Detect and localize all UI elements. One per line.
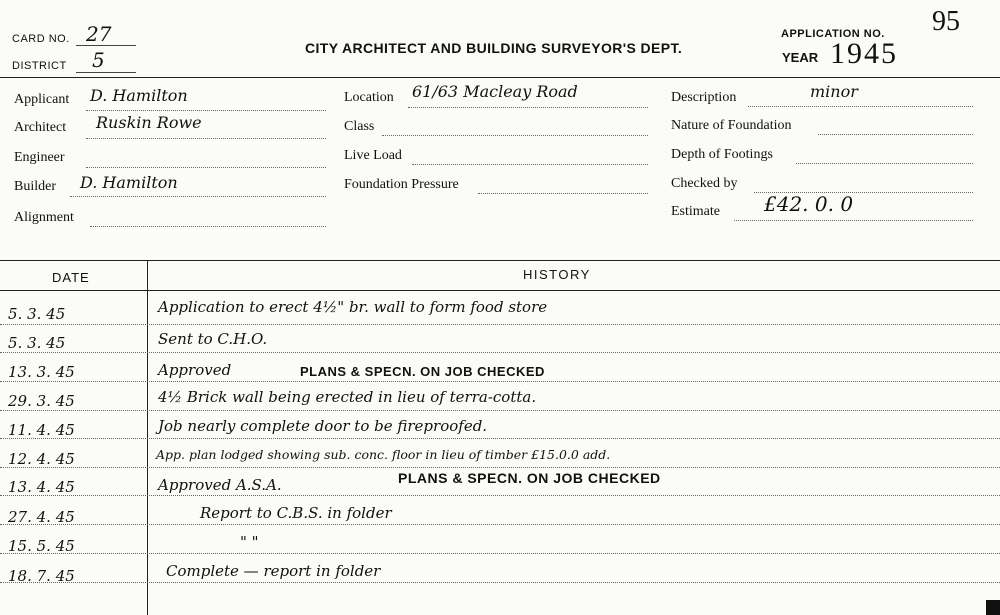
- history-row-text: Job nearly complete door to be fireproofed.: [158, 417, 488, 435]
- estimate-label: Estimate: [671, 204, 720, 219]
- history-row-text: 4½ Brick wall being erected in lieu of terra-cotta.: [158, 388, 537, 406]
- history-row-date: 29. 3. 45: [8, 392, 75, 410]
- date-column-header: DATE: [52, 270, 90, 285]
- district-number: 5: [92, 48, 105, 72]
- history-row-date: 12. 4. 45: [8, 450, 75, 468]
- engineer-label: Engineer: [14, 150, 65, 165]
- history-row-date: 27. 4. 45: [8, 508, 75, 526]
- description-label: Description: [671, 90, 737, 105]
- checked-by-label: Checked by: [671, 176, 738, 191]
- estimate-value: £42. 0. 0: [764, 192, 854, 216]
- history-row-date: 11. 4. 45: [8, 421, 75, 439]
- location-label: Location: [344, 90, 394, 105]
- foundation-pressure-label: Foundation Pressure: [344, 177, 459, 192]
- card-number: 27: [86, 22, 112, 46]
- alignment-label: Alignment: [14, 210, 74, 225]
- applicant-label: Applicant: [14, 92, 70, 107]
- architect-value: Ruskin Rowe: [96, 113, 202, 132]
- builder-label: Builder: [14, 179, 56, 194]
- plans-checked-stamp: PLANS & SPECN. ON JOB CHECKED: [398, 470, 661, 486]
- card-label: CARD NO.: [12, 33, 70, 45]
- plans-checked-stamp: PLANS & SPECN. ON JOB CHECKED: [300, 364, 545, 379]
- applicant-value: D. Hamilton: [90, 86, 188, 105]
- architect-label: Architect: [14, 120, 67, 135]
- application-number: 95: [932, 6, 960, 37]
- description-value: minor: [810, 82, 858, 101]
- location-value: 61/63 Macleay Road: [412, 82, 578, 101]
- history-row-text: Approved: [158, 361, 232, 379]
- class-label: Class: [344, 119, 375, 134]
- history-row-text: Sent to C.H.O.: [158, 330, 268, 348]
- nature-of-foundation-label: Nature of Foundation: [671, 118, 792, 133]
- history-row-text: Report to C.B.S. in folder: [200, 504, 392, 522]
- year-label: YEAR: [782, 50, 819, 65]
- history-row-date: 15. 5. 45: [8, 537, 75, 555]
- history-row-date: 18. 7. 45: [8, 567, 75, 585]
- live-load-label: Live Load: [344, 148, 402, 163]
- application-label: APPLICATION NO.: [781, 28, 885, 40]
- history-row-date: 13. 3. 45: [8, 363, 75, 381]
- district-label: DISTRICT: [12, 60, 67, 72]
- year-value: 1945: [830, 37, 898, 70]
- department-title: CITY ARCHITECT AND BUILDING SURVEYOR'S DEPT.: [305, 40, 683, 56]
- history-row-text: App. plan lodged showing sub. conc. floor in lieu of timber £15.0.0 add.: [156, 447, 611, 462]
- builder-value: D. Hamilton: [80, 173, 178, 192]
- depth-of-footings-label: Depth of Footings: [671, 147, 773, 162]
- history-row-date: 13. 4. 45: [8, 478, 75, 496]
- history-row-text: Approved A.S.A.: [158, 476, 282, 494]
- history-row-text: Complete — report in folder: [166, 562, 381, 580]
- history-row-text: Application to erect 4½" br. wall to form food store: [158, 298, 548, 316]
- corner-mark: [986, 600, 1000, 615]
- history-row-date: 5. 3. 45: [8, 334, 66, 352]
- history-row-date: 5. 3. 45: [8, 305, 66, 323]
- history-row-text: " ": [240, 533, 259, 551]
- history-column-header: HISTORY: [523, 267, 591, 282]
